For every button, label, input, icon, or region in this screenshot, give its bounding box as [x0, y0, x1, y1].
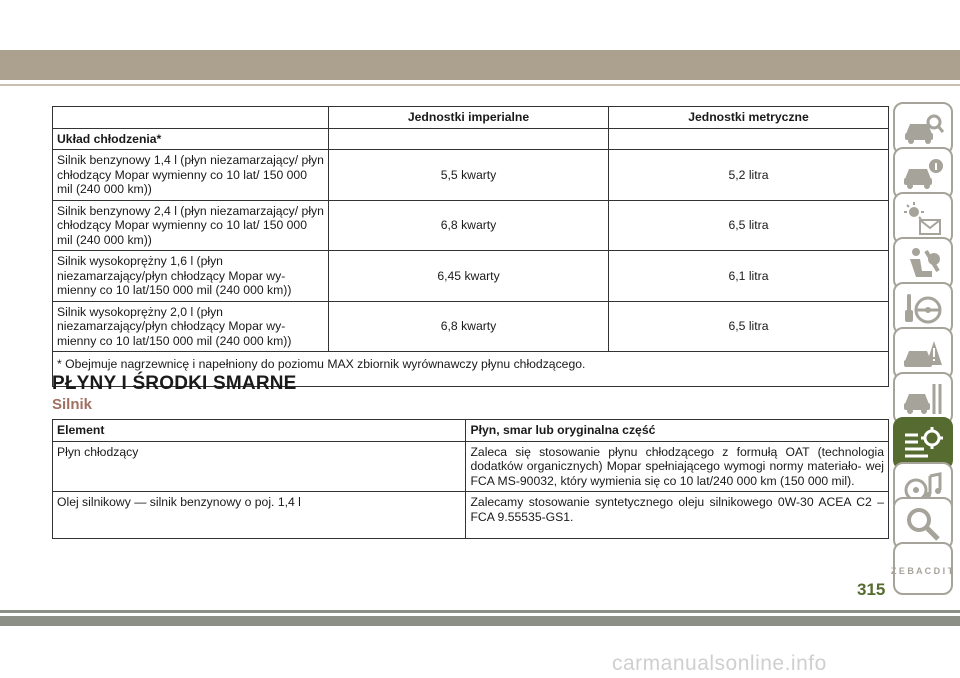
engine-cell: Silnik wysokoprężny 1,6 l (płyn niezamarzający/płyn chłodzący Mopar wy- mienny co 10 lat/150 000 mil (240 000 km))	[53, 251, 329, 302]
table-section-row	[53, 128, 889, 150]
seat-airbag-icon	[902, 245, 944, 283]
watermark: carmanualsonline.info	[612, 652, 827, 675]
page-number: 315	[857, 580, 886, 599]
footer-divider	[0, 610, 960, 613]
element-cell: Olej silnikowy — silnik benzynowy o poj. 1,4 l	[53, 492, 466, 539]
footnote: * Obejmuje nagrzewnicę i napełniony do poziomu MAX zbiornik wyrównawczy płynu chłodzącego.	[53, 352, 889, 387]
engine-cell: Silnik wysokoprężny 2,0 l (płyn niezamarzający/płyn chłodzący Mopar wy- mienny co 10 lat/150 000 mil (240 000 km))	[53, 301, 329, 352]
empty-cell	[329, 128, 609, 150]
section-subtitle: Silnik	[52, 396, 93, 413]
fluid-cell: Zaleca się stosowanie płynu chłodzącego z formułą OAT (technologia dodatków organicznych) Mopar spełniającego wymogi normy materiało- wej FCA MS-90032, który wymienia się co 10 lat/240 000 km (150 000 mil).	[466, 441, 889, 492]
table-header-cell	[53, 107, 329, 129]
imperial-cell: 6,8 kwarty	[329, 301, 609, 352]
footer-band	[0, 616, 960, 626]
specifications-gear-icon	[902, 425, 944, 463]
table-row	[53, 441, 889, 492]
metric-cell: 6,5 litra	[609, 301, 889, 352]
table-row	[53, 251, 889, 302]
metric-cell: 5,2 litra	[609, 150, 889, 201]
table-row	[53, 200, 889, 251]
table-row	[53, 301, 889, 352]
table-header-cell: Element	[53, 420, 466, 442]
element-cell: Płyn chłodzący	[53, 441, 466, 492]
imperial-cell: 6,8 kwarty	[329, 200, 609, 251]
table-row	[53, 492, 889, 539]
car-tools-icon	[902, 380, 944, 418]
table-header-cell: Jednostki imperialne	[329, 107, 609, 129]
coolant-capacity-table	[52, 106, 889, 387]
section-title: PŁYNY I ŚRODKI SMARNE	[52, 373, 297, 394]
fluids-table	[52, 419, 889, 539]
warning-lights-icon	[902, 200, 944, 238]
table-row	[53, 150, 889, 201]
table-header-cell: Płyn, smar lub oryginalna część	[466, 420, 889, 442]
metric-cell: 6,5 litra	[609, 200, 889, 251]
steering-wheel-icon	[902, 290, 944, 328]
index-letters: Z E B A C D I T	[890, 565, 954, 576]
table-header-cell: Jednostki metryczne	[609, 107, 889, 129]
alphabet-index-icon	[890, 550, 954, 588]
metric-cell: 6,1 litra	[609, 251, 889, 302]
tab-alphabet-index[interactable]	[890, 542, 954, 595]
empty-cell	[609, 128, 889, 150]
fluid-cell: Zalecamy stosowanie syntetycznego oleju silnikowego 0W-30 ACEA C2 – FCA 9.55535-GS1.	[466, 492, 889, 539]
header-band	[0, 50, 960, 80]
car-emergency-icon	[902, 335, 944, 373]
car-info-icon	[902, 155, 944, 193]
search-icon	[902, 505, 944, 543]
header-divider	[0, 84, 960, 86]
table-header-row	[53, 107, 889, 129]
engine-cell: Silnik benzynowy 2,4 l (płyn niezamarzający/ płyn chłodzący Mopar wymienny co 10 lat/ 150 000 mil (240 000 km))	[53, 200, 329, 251]
imperial-cell: 6,45 kwarty	[329, 251, 609, 302]
table-header-row	[53, 420, 889, 442]
section-label: Układ chłodzenia*	[53, 128, 329, 150]
engine-cell: Silnik benzynowy 1,4 l (płyn niezamarzający/ płyn chłodzący Mopar wymienny co 10 lat/ 150 000 mil (240 000 km))	[53, 150, 329, 201]
imperial-cell: 5,5 kwarty	[329, 150, 609, 201]
car-magnifier-icon	[902, 110, 944, 148]
